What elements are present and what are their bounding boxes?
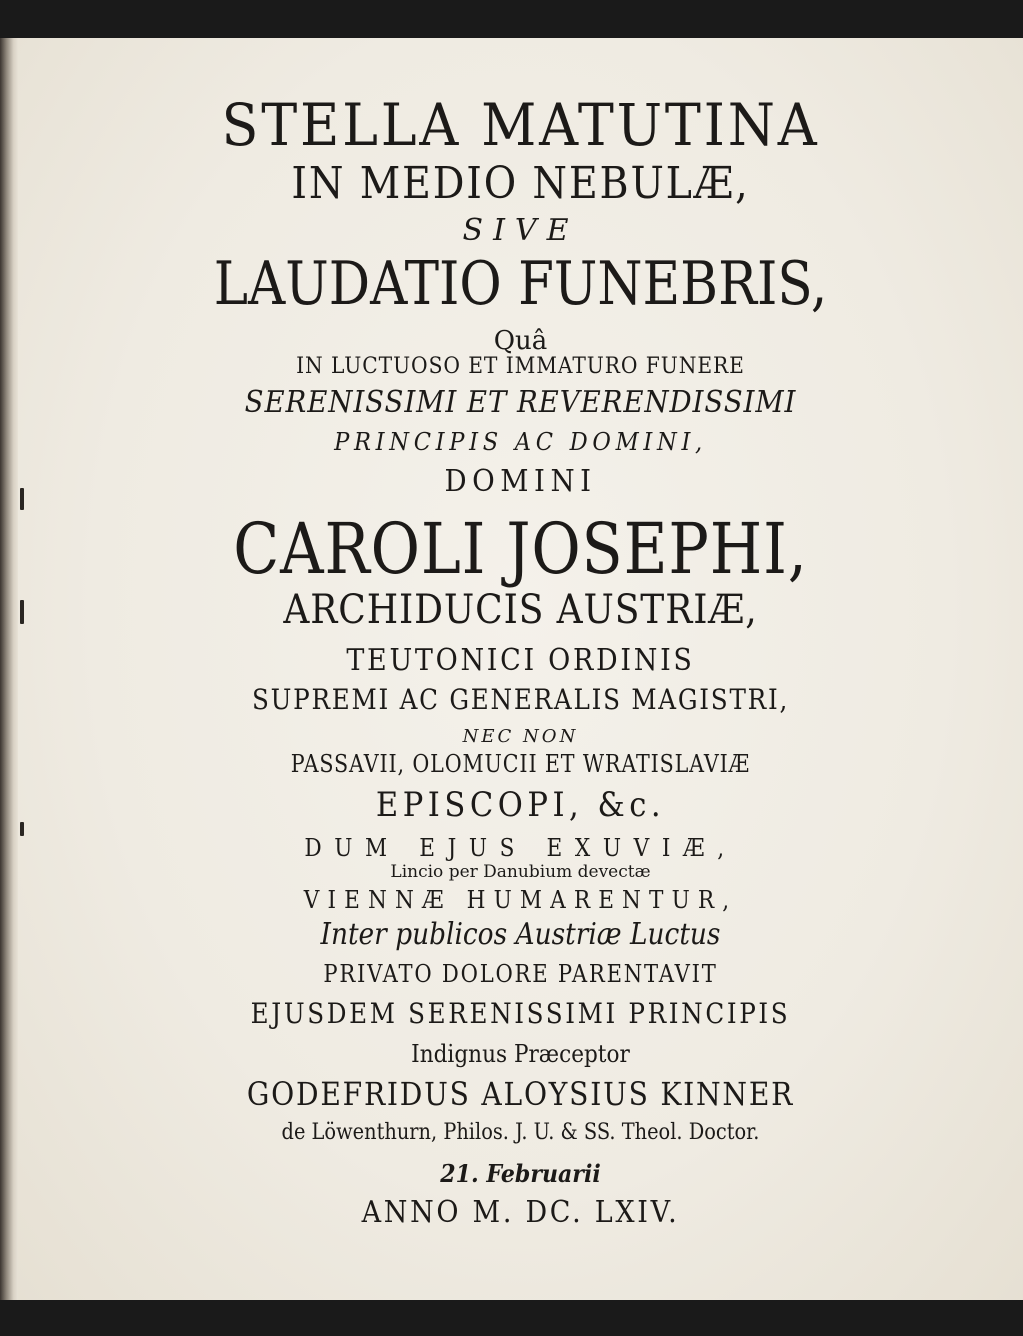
text-serenissimi: SERENISSIMI ET REVERENDISSIMI: [244, 385, 797, 420]
bleed-mark: [20, 488, 24, 510]
text-supremi: SUPREMI AC GENERALIS MAGISTRI,: [251, 683, 790, 716]
date-year: ANNO M. DC. LXIV.: [361, 1195, 680, 1230]
text-dum-ejus: DUM EJUS EXUVIÆ,: [304, 834, 737, 862]
text-ejusdem: EJUSDEM SERENISSIMI PRINCIPIS: [250, 997, 791, 1030]
title-sive: SIVE: [462, 213, 579, 248]
bleed-mark: [20, 600, 24, 624]
title-page: [18, 38, 1023, 1300]
bleed-mark: [20, 822, 24, 836]
text-viennae: VIENNÆ HUMARENTUR,: [303, 886, 738, 914]
text-principis: PRINCIPIS AC DOMINI,: [334, 428, 707, 456]
date-day: 21. Februarii: [440, 1159, 601, 1188]
page-left-edge: [0, 38, 18, 1300]
text-teutonici: TEUTONICI ORDINIS: [346, 643, 695, 678]
text-funere: IN LUCTUOSO ET IMMATURO FUNERE: [296, 354, 745, 379]
author-titles: de Löwenthurn, Philos. J. U. & SS. Theol. Doctor.: [281, 1120, 760, 1145]
text-lincio: Lincio per Danubium devectæ: [390, 862, 651, 882]
text-nec-non: NEC NON: [462, 726, 579, 747]
title-main: STELLA MATUTINA: [221, 91, 820, 159]
text-domini: DOMINI: [444, 464, 597, 499]
name-caroli: CAROLI JOSEPHI,: [233, 508, 808, 590]
text-indignus: Indignus Præceptor: [411, 1040, 630, 1068]
title-sub: IN MEDIO NEBULÆ,: [291, 158, 750, 209]
text-episcopi: EPISCOPI, &c.: [375, 785, 666, 825]
author-name: GODEFRIDUS ALOYSIUS KINNER: [246, 1075, 795, 1113]
text-privato: PRIVATO DOLORE PARENTAVIT: [323, 960, 718, 988]
text-archiducis: ARCHIDUCIS AUSTRIÆ,: [283, 587, 758, 633]
text-qua: Quâ: [493, 326, 548, 356]
text-inter: Inter publicos Austriæ Luctus: [320, 917, 721, 952]
text-passavii: PASSAVII, OLOMUCII ET WRATISLAVIÆ: [290, 750, 751, 778]
title-laudatio: LAUDATIO FUNEBRIS,: [213, 249, 828, 319]
